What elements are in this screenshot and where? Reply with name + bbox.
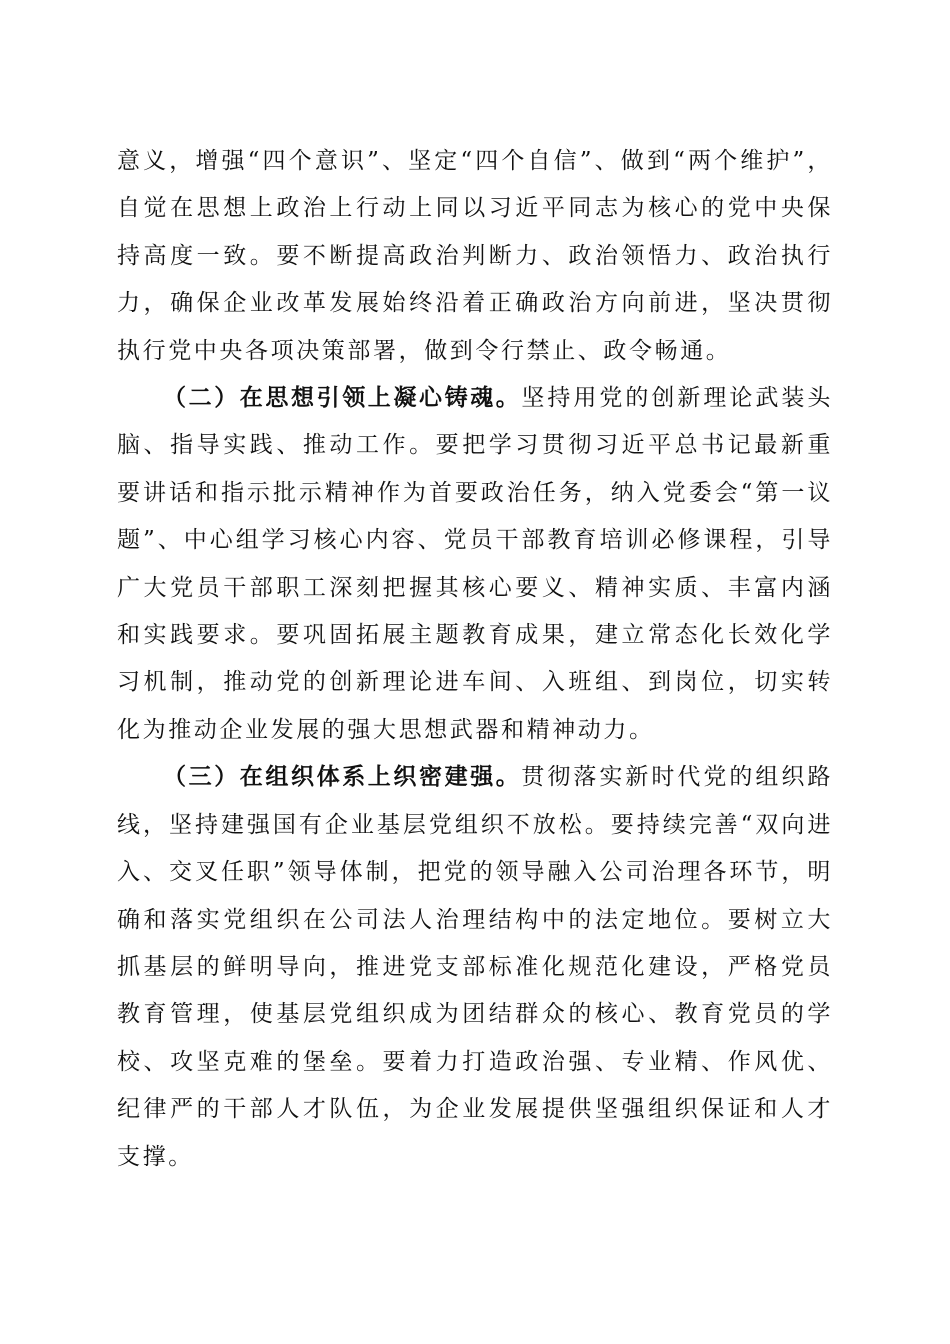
document-body <box>117 138 833 1181</box>
paragraph-body: 意义，增强“四个意识”、坚定“四个自信”、做到“两个维护”，自觉在思想上政治上行动上同以习近平同志为核心的党中央保持高度一致。要不断提高政治判断力、政治领悟力、政治执行力，确保企业改革发展始终沿着正确政治方向前进，坚决贯彻执行党中央各项决策部署，做到令行禁止、政令畅通。 <box>117 148 833 364</box>
paragraph-continued <box>117 138 833 375</box>
paragraph-body: 坚持用党的创新理论武装头脑、指导实践、推动工作。要把学习贯彻习近平总书记最新重要讲话和指示批示精神作为首要政治任务，纳入党委会“第一议题”、中心组学习核心内容、党员干部教育培训必修课程，引导广大党员干部职工深刻把握其核心要义、精神实质、丰富内涵和实践要求。要巩固拓展主题教育成果，建立常态化长效化学习机制，推动党的创新理论进车间、入班组、到岗位，切实转化为推动企业发展的强大思想武器和精神动力。 <box>117 385 833 743</box>
paragraph-section-3 <box>117 754 833 1181</box>
paragraph-section-2 <box>117 375 833 754</box>
section-heading: （三）在组织体系上织密建强。 <box>163 764 522 791</box>
paragraph-body: 贯彻落实新时代党的组织路线，坚持建强国有企业基层党组织不放松。要持续完善“双向进入、交叉任职”领导体制，把党的领导融入公司治理各环节，明确和落实党组织在公司法人治理结构中的法定地位。要树立大抓基层的鲜明导向，推进党支部标准化规范化建设，严格党员教育管理，使基层党组织成为团结群众的核心、教育党员的学校、攻坚克难的堡垒。要着力打造政治强、专业精、作风优、纪律严的干部人才队伍，为企业发展提供坚强组织保证和人才支撑。 <box>117 764 833 1170</box>
section-heading: （二）在思想引领上凝心铸魂。 <box>163 385 522 412</box>
